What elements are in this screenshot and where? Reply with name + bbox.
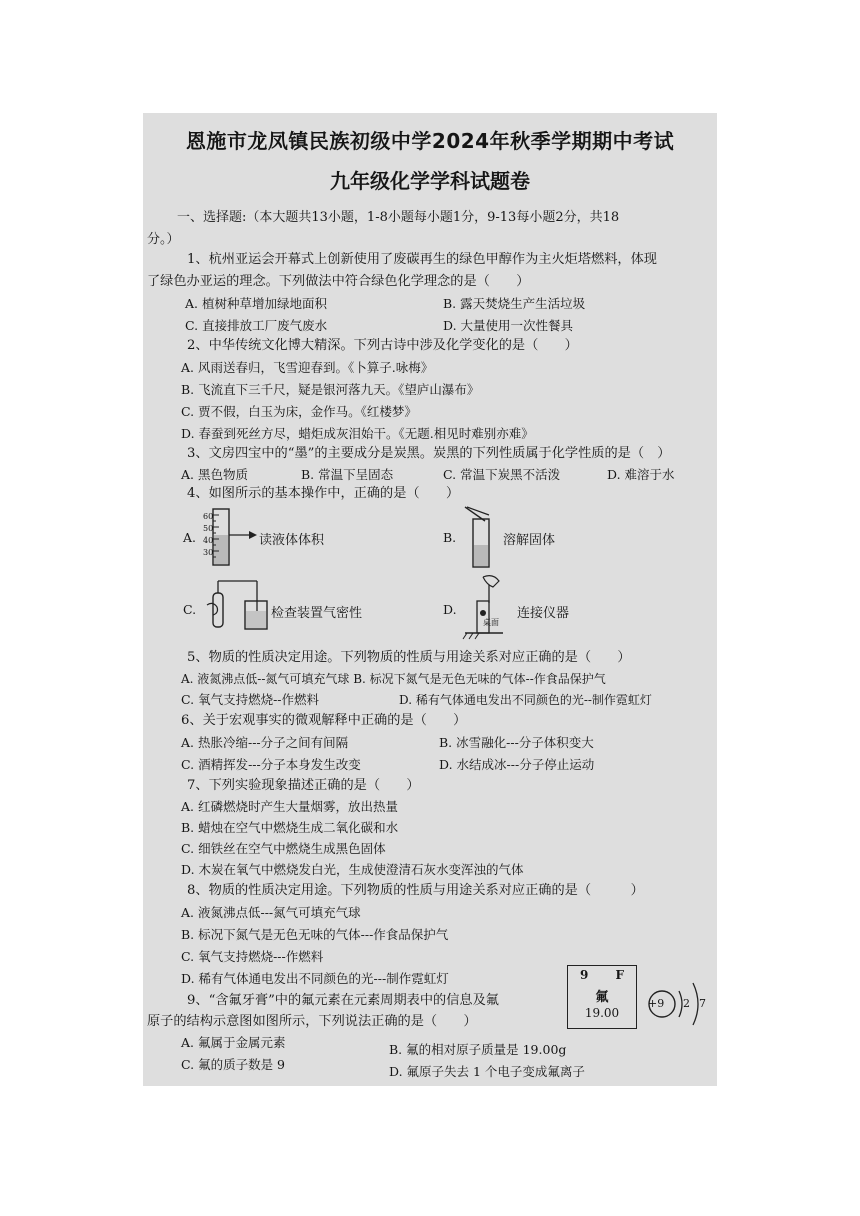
q9-option-a: A. 氟属于金属元素	[181, 1035, 286, 1050]
q4-caption-c: 检查装置气密性	[271, 606, 363, 621]
q7-option-b: B. 蜡烛在空气中燃烧生成二氧化碳和水	[181, 820, 399, 835]
element-atomic-number: 9	[580, 968, 589, 982]
exam-paper	[143, 113, 717, 1086]
q4-caption-b: 溶解固体	[503, 533, 556, 548]
q1-option-b: B. 露天焚烧生产生活垃圾	[443, 296, 586, 311]
q5-option-c: C. 氧气支持燃烧--作燃料	[181, 692, 320, 707]
q1-option-a: A. 植树种草增加绿地面积	[185, 296, 327, 311]
q6-stem: 6、关于宏观事实的微观解释中正确的是（ ）	[181, 713, 467, 728]
exam-subtitle: 九年级化学学科试题卷	[330, 169, 530, 193]
q9-stem: 9、“含氟牙膏”中的氟元素在元素周期表中的信息及氟	[187, 993, 499, 1008]
section-heading: 一、选择题:（本大题共13小题，1-8小题每小题1分，9-13每小题2分，共18	[177, 210, 620, 225]
atom-shell2-electrons: 7	[699, 997, 706, 1010]
q2-option-b: B. 飞流直下三千尺，疑是银河落九天。《望庐山瀑布》	[181, 382, 480, 397]
q9-option-d: D. 氟原子失去 1 个电子变成氟离子	[389, 1064, 585, 1079]
q4-caption-d: 连接仪器	[517, 606, 570, 621]
scale-mark-40: 40	[203, 536, 214, 545]
q8-stem: 8、物质的性质决定用途。下列物质的性质与用途关系对应正确的是（ ）	[187, 883, 644, 898]
q6-option-c: C. 酒精挥发---分子本身发生改变	[181, 757, 361, 772]
element-symbol: F	[615, 968, 624, 982]
q7-option-d: D. 木炭在氧气中燃烧发白光，生成使澄清石灰水变浑浊的气体	[181, 862, 524, 877]
q4-option-a-letter: A.	[183, 530, 197, 545]
q7-option-a: A. 红磷燃烧时产生大量烟雾，放出热量	[181, 799, 398, 814]
q4-stem: 4、如图所示的基本操作中，正确的是（ ）	[187, 486, 460, 501]
q3-option-c: C. 常温下炭黑不活泼	[443, 467, 561, 482]
q6-option-a: A. 热胀冷缩---分子之间有间隔	[181, 735, 349, 750]
q1-stem-cont: 了绿色办亚运的理念。下列做法中符合绿色化学理念的是（ ）	[147, 274, 530, 289]
q4-option-c-letter: C.	[183, 602, 197, 617]
q8-option-b: B. 标况下氮气是无色无味的气体---作食品保护气	[181, 927, 449, 942]
q4-option-b-letter: B.	[443, 530, 457, 545]
q5-option-d: D. 稀有气体通电发出不同颜色的光--制作霓虹灯	[399, 693, 652, 707]
q3-stem: 3、文房四宝中的“墨”的主要成分是炭黑。炭黑的下列性质属于化学性质的是（ ）	[187, 446, 671, 461]
q7-option-c: C. 细铁丝在空气中燃烧生成黑色固体	[181, 841, 386, 856]
q4-caption-a: 读液体体积	[259, 533, 325, 548]
q5-stem: 5、物质的性质决定用途。下列物质的性质与用途关系对应正确的是（ ）	[187, 650, 631, 665]
element-card	[567, 965, 637, 1029]
q8-option-d: D. 稀有气体通电发出不同颜色的光---制作霓虹灯	[181, 971, 449, 986]
q7-stem: 7、下列实验现象描述正确的是（ ）	[187, 778, 420, 793]
q2-option-a: A. 风雨送春归，飞雪迎春到。《卜算子.咏梅》	[181, 360, 434, 375]
element-mass: 19.00	[584, 1006, 620, 1020]
element-name: 氟	[595, 990, 609, 1005]
scale-mark-60: 60	[203, 512, 214, 521]
q3-option-b: B. 常温下呈固态	[301, 467, 394, 482]
exam-title: 恩施市龙凤镇民族初级中学2024年秋季学期期中考试	[185, 129, 675, 153]
q3-option-d: D. 难溶于水	[607, 467, 675, 482]
q5-option-ab: A. 液氮沸点低--氮气可填充气球 B. 标况下氮气是无色无味的气体--作食品保护气	[181, 672, 606, 686]
q9-option-c: C. 氟的质子数是 9	[181, 1057, 285, 1072]
connect-instrument-icon	[463, 573, 513, 647]
desk-label: 桌面	[483, 618, 499, 627]
atom-nucleus-charge: +9	[648, 997, 665, 1010]
atom-shell1-electrons: 2	[683, 997, 690, 1010]
q1-option-c: C. 直接排放工厂废气废水	[185, 318, 328, 333]
q8-option-c: C. 氧气支持燃烧---作燃料	[181, 949, 324, 964]
q2-option-c: C. 贾不假，白玉为床，金作马。《红楼梦》	[181, 404, 417, 419]
q2-option-d: D. 春蚕到死丝方尽，蜡炬成灰泪始干。《无题.相见时难别亦难》	[181, 426, 534, 441]
cylinder-scale	[203, 511, 213, 559]
section-heading-cont: 分。）	[147, 232, 180, 247]
q9-stem-cont: 原子的结构示意图如图所示，下列说法正确的是（ ）	[147, 1014, 477, 1029]
dissolving-in-cylinder-icon	[461, 505, 501, 569]
q1-option-d: D. 大量使用一次性餐具	[443, 318, 574, 333]
q3-option-a: A. 黑色物质	[181, 467, 248, 482]
q4-option-d-letter: D.	[443, 602, 457, 617]
q1-stem: 1、杭州亚运会开幕式上创新使用了废碳再生的绿色甲醇作为主火炬塔燃料，体现	[187, 252, 657, 267]
airtightness-check-icon	[205, 575, 271, 633]
q2-stem: 2、中华传统文化博大精深。下列古诗中涉及化学变化的是（ ）	[187, 338, 578, 353]
q9-option-b: B. 氟的相对原子质量是 19.00g	[389, 1042, 567, 1057]
q8-option-a: A. 液氮沸点低---氮气可填充气球	[181, 905, 361, 920]
q6-option-d: D. 水结成冰---分子停止运动	[439, 757, 595, 772]
q6-option-b: B. 冰雪融化---分子体积变大	[439, 735, 594, 750]
scale-mark-30: 30	[203, 548, 214, 557]
scale-mark-50: 50	[203, 524, 214, 533]
